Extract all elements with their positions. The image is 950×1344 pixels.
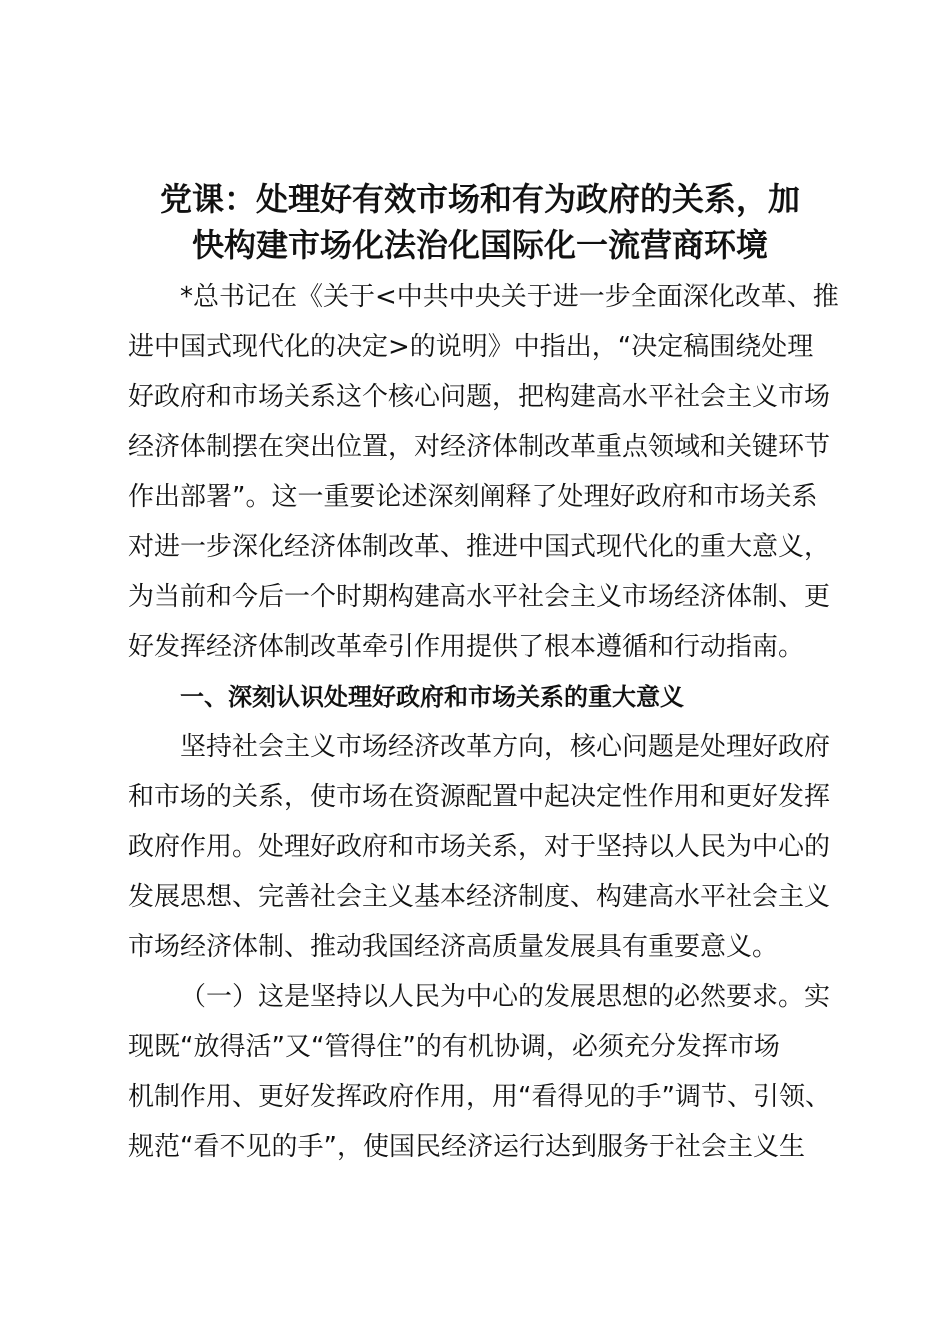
text-line: 和市场的关系，使市场在资源配置中起决定性作用和更好发挥 — [128, 782, 831, 812]
title-line: 快构建市场化法治化国际化一流营商环境 — [191, 226, 768, 264]
text-line: （一）这是坚持以人民为中心的发展思想的必然要求。实 — [180, 982, 831, 1012]
section-heading: 一、深刻认识处理好政府和市场关系的重大意义 — [180, 683, 684, 711]
text-line: 为当前和今后一个时期构建高水平社会主义市场经济体制、更 — [128, 582, 831, 612]
document-body — [128, 176, 839, 1172]
title-line: 党课：处理好有效市场和有为政府的关系，加 — [159, 180, 800, 218]
text-line: 进中国式现代化的决定>的说明》中指出，“决定稿围绕处理 — [128, 332, 814, 362]
paragraph-intro — [128, 272, 839, 672]
document-title — [128, 176, 832, 268]
text-line: 现既“放得活”又“管得住”的有机协调，必须充分发挥市场 — [128, 1032, 780, 1062]
text-line: 作出部署”。这一重要论述深刻阐释了处理好政府和市场关系 — [128, 482, 818, 512]
text-line: 政府作用。处理好政府和市场关系，对于坚持以人民为中心的 — [128, 832, 831, 862]
text-line: 对进一步深化经济体制改革、推进中国式现代化的重大意义， — [128, 532, 831, 562]
text-line: *总书记在《关于<中共中央关于进一步全面深化改革、推 — [180, 282, 839, 312]
text-line: 市场经济体制、推动我国经济高质量发展具有重要意义。 — [128, 932, 779, 962]
text-line: 好发挥经济体制改革牵引作用提供了根本遵循和行动指南。 — [128, 632, 805, 662]
text-line: 坚持社会主义市场经济改革方向，核心问题是处理好政府 — [180, 732, 831, 762]
text-line: 机制作用、更好发挥政府作用，用“看得见的手”调节、引领、 — [128, 1082, 831, 1112]
text-line: 规范“看不见的手”，使国民经济运行达到服务于社会主义生 — [128, 1132, 805, 1162]
text-line: 经济体制摆在突出位置，对经济体制改革重点领域和关键环节 — [128, 432, 831, 462]
paragraph-section1 — [128, 722, 832, 972]
text-line: 好政府和市场关系这个核心问题，把构建高水平社会主义市场 — [128, 382, 831, 412]
text-line: 发展思想、完善社会主义基本经济制度、构建高水平社会主义 — [128, 882, 831, 912]
paragraph-subsection1 — [128, 972, 832, 1172]
